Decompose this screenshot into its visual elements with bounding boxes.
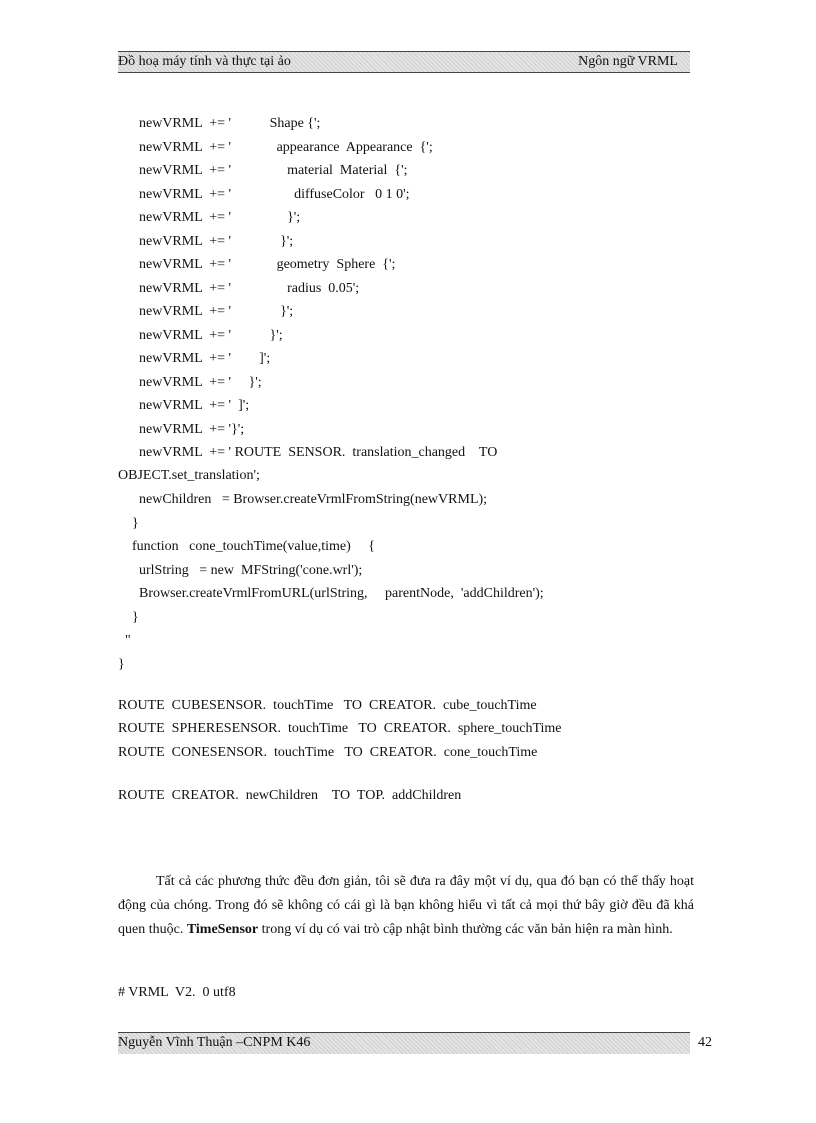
code-line: newVRML += ' geometry Sphere {'; bbox=[118, 257, 396, 272]
code-line: newVRML += ' ROUTE SENSOR. translation_changed TO bbox=[118, 445, 498, 460]
code-line: newVRML += ' }'; bbox=[118, 375, 262, 390]
code-line: newVRML += '}'; bbox=[118, 422, 245, 437]
code-line: newChildren = Browser.createVrmlFromString(newVRML); bbox=[118, 492, 488, 507]
code-line: Browser.createVrmlFromURL(urlString, parentNode, 'addChildren'); bbox=[118, 586, 544, 601]
code-line: newVRML += ' }'; bbox=[118, 304, 294, 319]
code-line: } bbox=[118, 657, 125, 672]
code-line: ROUTE CREATOR. newChildren TO TOP. addChildren bbox=[118, 788, 462, 803]
code-line: } bbox=[118, 516, 139, 531]
code-line: " bbox=[118, 633, 131, 648]
code-line: newVRML += ' }'; bbox=[118, 234, 294, 249]
code-line: function cone_touchTime(value,time) { bbox=[118, 539, 375, 554]
page-footer bbox=[118, 1032, 712, 1054]
code-line: newVRML += ' }'; bbox=[118, 328, 283, 343]
paragraph-text-1: Tất cả các phương thức đều đơn giản, tôi sẽ đưa ra đây một ví dụ, qua đó bạn có thể thấy hoạt động của chóng. Trong đó sẽ không có cái gì là bạn không hiểu vì tất cả mọi thứ bây giờ đều đã khá quen thuộc. bbox=[118, 874, 694, 937]
code-line: newVRML += ' ]'; bbox=[118, 398, 250, 413]
code-line: newVRML += ' radius 0.05'; bbox=[118, 281, 360, 296]
code-line: newVRML += ' ]'; bbox=[118, 351, 271, 366]
header-chapter: Ngôn ngữ VRML bbox=[578, 54, 678, 69]
vrml-header-line: # VRML V2. 0 utf8 bbox=[118, 985, 236, 1000]
code-line: newVRML += ' Shape {'; bbox=[118, 116, 321, 131]
code-line: OBJECT.set_translation'; bbox=[118, 468, 260, 483]
code-line: urlString = new MFString('cone.wrl'); bbox=[118, 563, 363, 578]
header-title: Đồ hoạ máy tính và thực tại ảo bbox=[118, 54, 291, 69]
page-header bbox=[118, 51, 690, 73]
code-line: newVRML += ' diffuseColor 0 1 0'; bbox=[118, 187, 410, 202]
page-number: 42 bbox=[698, 1035, 712, 1050]
code-line: newVRML += ' }'; bbox=[118, 210, 301, 225]
code-line: newVRML += ' appearance Appearance {'; bbox=[118, 140, 433, 155]
paragraph-text-2: trong ví dụ có vai trò cập nhật bình thường các văn bản hiện ra màn hình. bbox=[258, 922, 673, 937]
paragraph-bold-term: TimeSensor bbox=[186, 922, 259, 937]
code-line: ROUTE SPHERESENSOR. touchTime TO CREATOR. sphere_touchTime bbox=[118, 721, 562, 736]
code-line: ROUTE CONESENSOR. touchTime TO CREATOR. cone_touchTime bbox=[118, 745, 538, 760]
code-line: newVRML += ' material Material {'; bbox=[118, 163, 408, 178]
code-line: ROUTE CUBESENSOR. touchTime TO CREATOR. cube_touchTime bbox=[118, 698, 537, 713]
code-line: } bbox=[118, 610, 139, 625]
footer-author: Nguyễn Vĩnh Thuận –CNPM K46 bbox=[118, 1035, 311, 1050]
body-paragraph bbox=[118, 870, 694, 942]
